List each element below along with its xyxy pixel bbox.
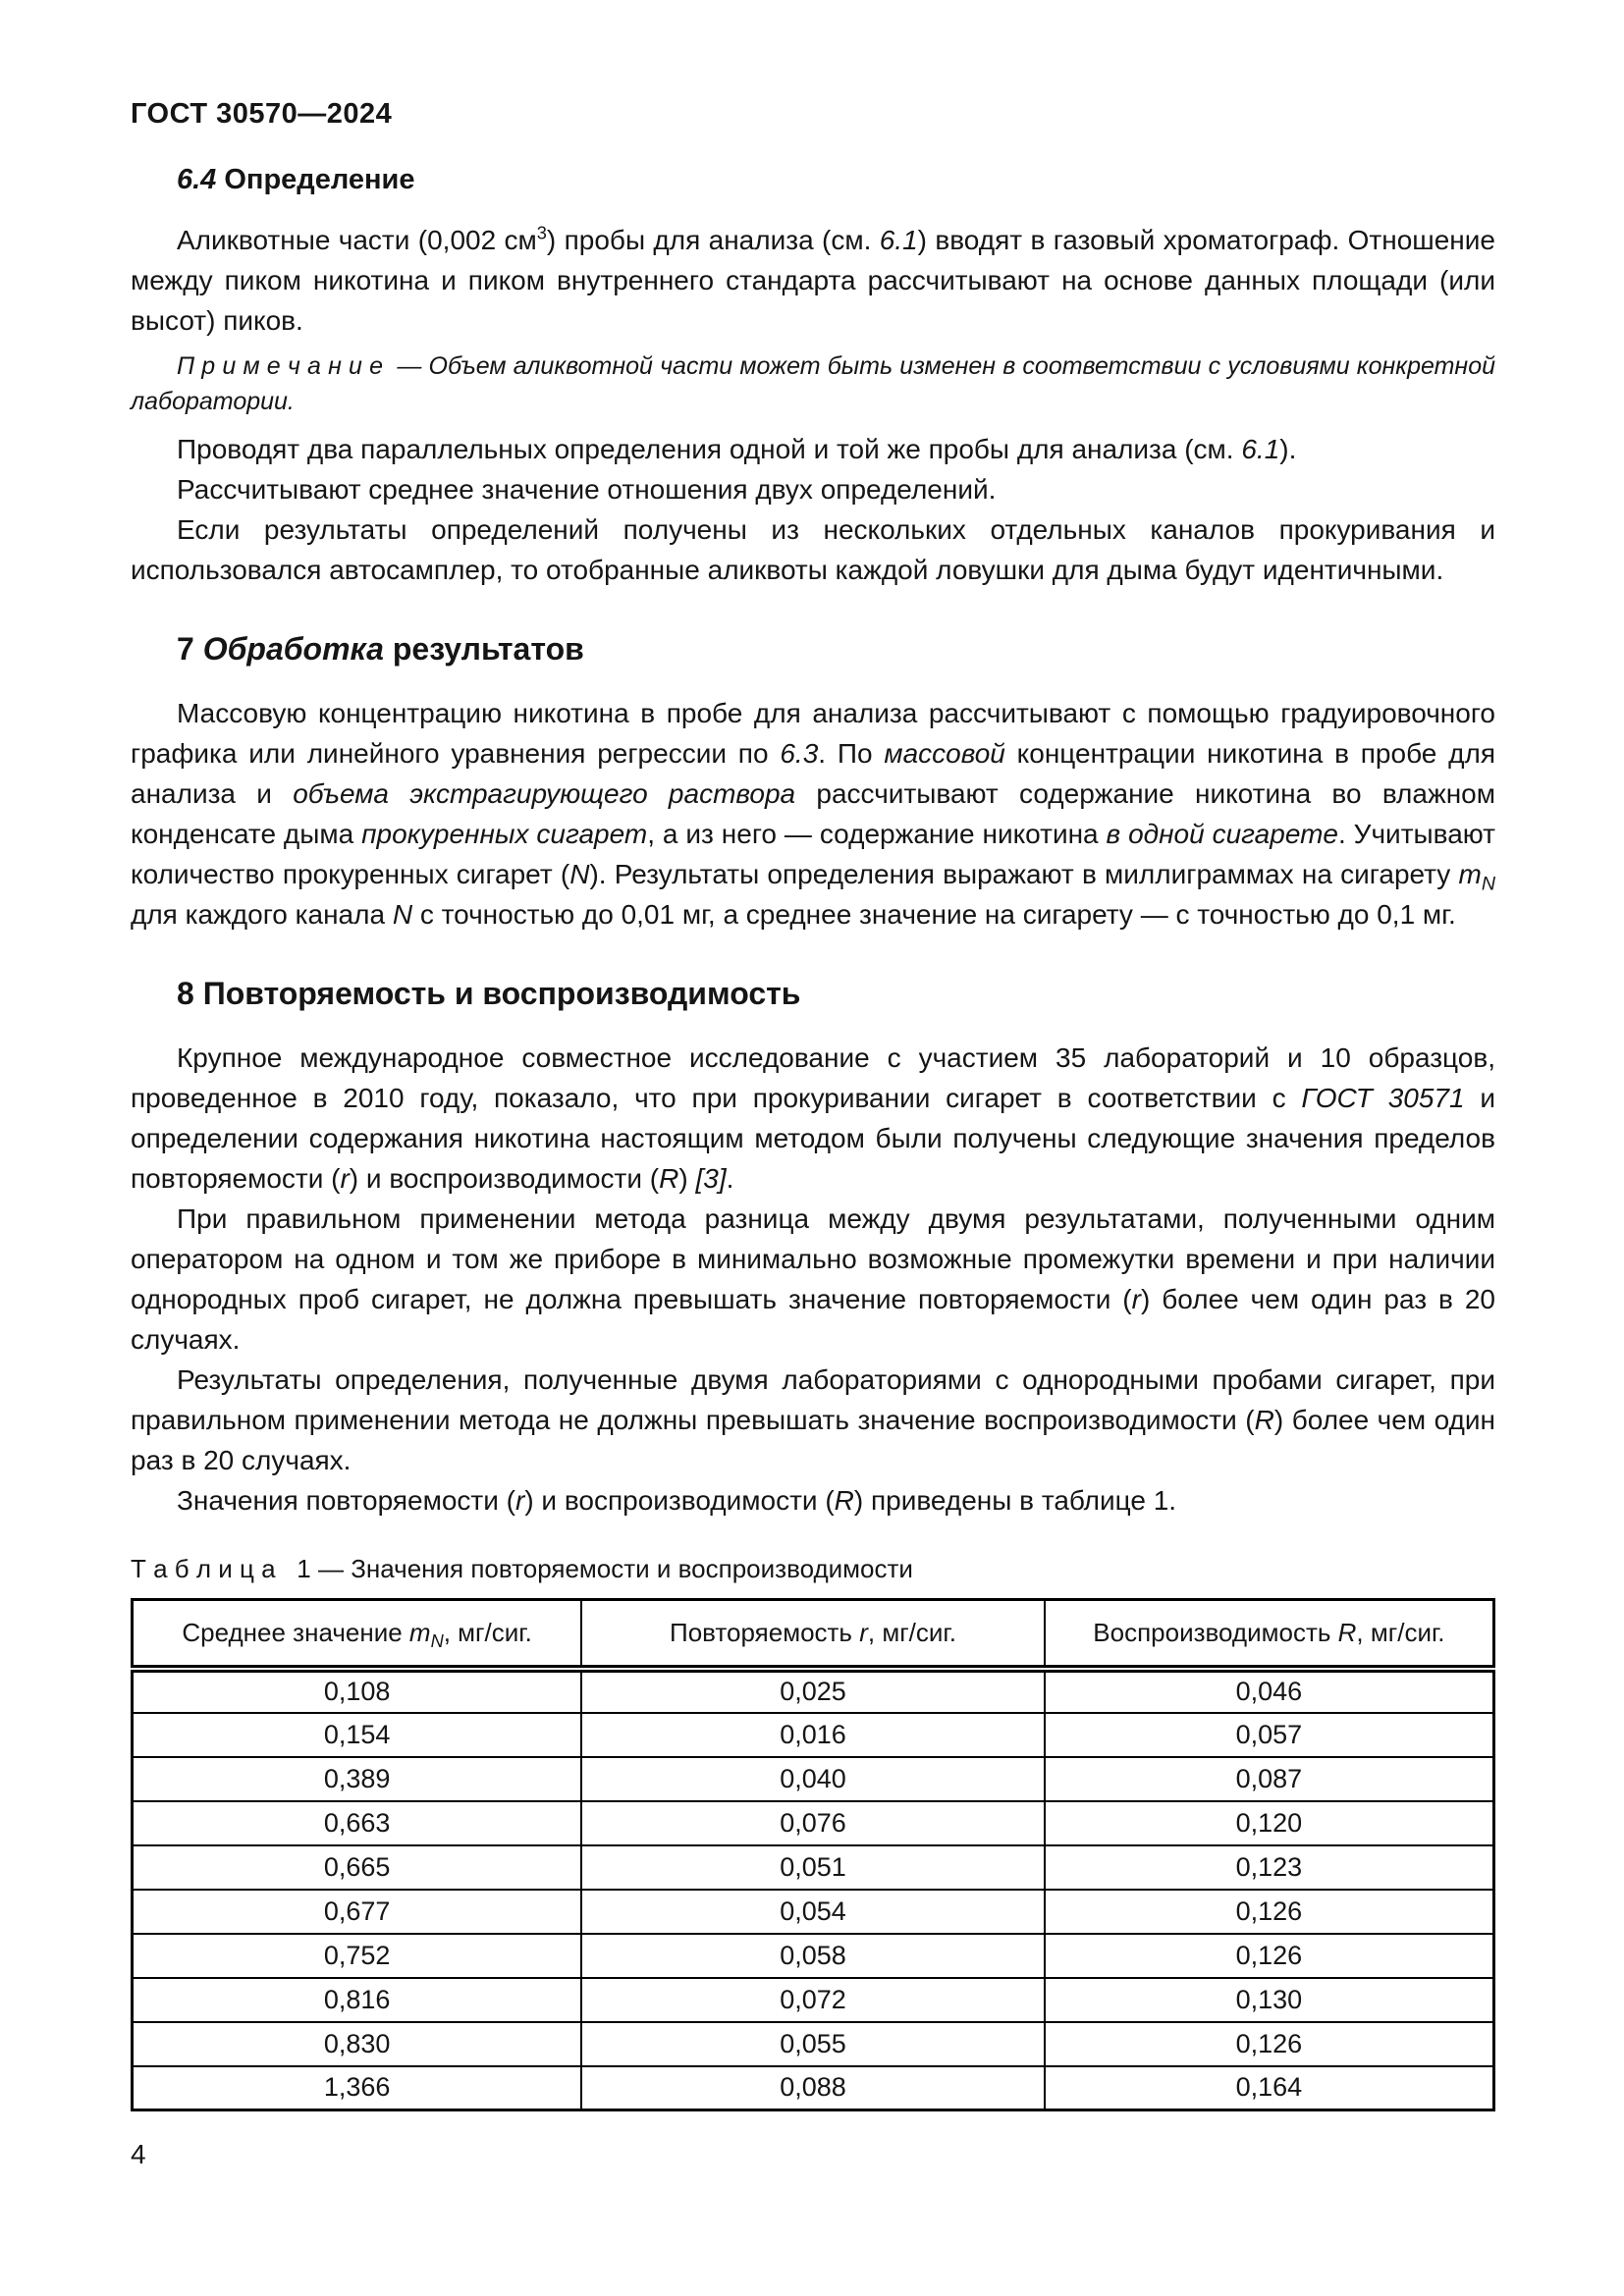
text-run: ) и воспроизводимости (	[349, 1163, 660, 1194]
text-run: Если результаты определений получены из нескольких отдельных каналов прокуривания и использовался автосамплер, то отобранные аликвоты каждой ловушки для дыма будут идентичными.	[131, 514, 1495, 585]
text-run: Результаты определения, полученные двумя лабораториями с однородными пробами сигарет, при правильном применении метода не должны превышать значение воспроизводимости (	[131, 1364, 1495, 1435]
table-cell: 0,130	[1045, 1978, 1494, 2022]
text-run: . По	[818, 738, 885, 769]
text-run: массовой	[884, 738, 1005, 769]
text-run: r	[1131, 1284, 1141, 1314]
para-average-value	[131, 469, 1495, 509]
text-run: R	[659, 1163, 679, 1194]
text-run: . Учитывают количество прокуренных сигарет (	[131, 819, 1495, 889]
column-header-reproducibility	[1045, 1600, 1494, 1669]
table-1-body	[133, 1669, 1494, 2110]
table-header-row	[133, 1600, 1494, 1669]
text-run: П р и м е ч а н и е — Объем аликвотной части может быть изменен в соответствии с условиями конкретной лаборатории.	[131, 352, 1495, 415]
page-content	[131, 98, 1495, 2170]
text-run: r	[340, 1163, 350, 1194]
table-cell: 0,025	[581, 1669, 1045, 1713]
table-row	[133, 1890, 1494, 1934]
text-run: , а из него — содержание никотина	[647, 819, 1107, 849]
table-1-caption	[131, 1554, 1495, 1584]
para-aliquot-parts	[131, 220, 1495, 341]
text-run: m	[408, 1617, 431, 1647]
text-run: N	[392, 899, 413, 930]
text-run: ).	[1279, 434, 1297, 464]
page-number: 4	[131, 2139, 146, 2169]
text-run: При правильном применении метода разница между двумя результатами, полученными одним оператором на одном и том же приборе в минимально возможные промежутки времени и при наличии однородных проб сигарет, не должна превышать значение повторяемости (	[131, 1203, 1495, 1314]
para-autosampler	[131, 509, 1495, 590]
text-run: 6.3	[780, 738, 819, 769]
table-cell: 0,663	[133, 1801, 582, 1845]
text-run: 3	[536, 223, 547, 243]
text-run: Массовую концентрацию никотина в пробе для анализа рассчитывают с помощью градуировочного графика или линейного уравнения регрессии по	[131, 698, 1495, 769]
text-run: с точностью до 0,01 мг, а среднее значение на сигарету — с точностью до 0,1 мг.	[412, 899, 1456, 930]
text-run: , мг/сиг.	[867, 1617, 956, 1647]
text-run: объема экстрагирующего раствора	[293, 778, 796, 809]
text-run: Воспроизводимость	[1093, 1617, 1338, 1647]
text-run: Среднее значение	[182, 1617, 409, 1647]
text-run: N	[569, 859, 590, 889]
text-run: [3]	[695, 1163, 727, 1194]
text-run: 8 Повторяемость и воспроизводимость	[177, 976, 801, 1011]
table-row	[133, 1845, 1494, 1890]
table-cell: 0,016	[581, 1713, 1045, 1757]
text-run: ГОСТ 30571	[1301, 1083, 1465, 1113]
table-cell: 0,076	[581, 1801, 1045, 1845]
text-run: рассчитывают содержание никотина во влажном конденсате дыма	[131, 778, 1495, 849]
table-cell: 0,123	[1045, 1845, 1494, 1890]
heading-6-4	[131, 164, 1495, 196]
text-run: R	[834, 1485, 854, 1516]
text-run: ) и воспроизводимости (	[524, 1485, 835, 1516]
table-cell: 0,126	[1045, 1934, 1494, 1978]
table-cell: 0,154	[133, 1713, 582, 1757]
table-cell: 0,046	[1045, 1669, 1494, 1713]
column-header-repeatability	[581, 1600, 1045, 1669]
table-cell: 0,040	[581, 1757, 1045, 1801]
text-run: N	[1481, 873, 1496, 895]
text-run: , мг/сиг.	[1356, 1617, 1445, 1647]
table-cell: 0,665	[133, 1845, 582, 1890]
text-run: ) вводят в газовый хроматограф. Отношение между пиком никотина и пиком внутреннего стандарта рассчитывают на основе данных площади (или высот) пиков.	[131, 225, 1495, 336]
table-cell: 0,108	[133, 1669, 582, 1713]
table-cell: 1,366	[133, 2066, 582, 2110]
text-run: 6.1	[879, 225, 918, 255]
table-cell: 0,816	[133, 1978, 582, 2022]
table-row	[133, 1669, 1494, 1713]
text-run: Значения повторяемости (	[177, 1485, 515, 1516]
text-run: r	[515, 1485, 525, 1516]
text-run: R	[1254, 1405, 1274, 1435]
table-cell: 0,830	[133, 2022, 582, 2066]
text-run: m	[1458, 859, 1482, 889]
text-run: ). Результаты определения выражают в миллиграммах на сигарету	[589, 859, 1459, 889]
table-cell: 0,058	[581, 1934, 1045, 1978]
text-run: , мг/сиг.	[443, 1617, 532, 1647]
text-run: Рассчитывают среднее значение отношения двух определений.	[177, 474, 997, 505]
table-row	[133, 1713, 1494, 1757]
text-run: и определении содержания никотина настоящим методом были получены следующие значения пределов повторяемости (	[131, 1083, 1495, 1194]
text-run: R	[1337, 1617, 1357, 1647]
table-cell: 0,164	[1045, 2066, 1494, 2110]
table-cell: 0,055	[581, 2022, 1045, 2066]
heading-section-7	[131, 631, 1495, 667]
note-aliquot-volume	[131, 348, 1495, 419]
text-run: в одной сигарете	[1106, 819, 1338, 849]
table-cell: 0,677	[133, 1890, 582, 1934]
para-interlab-study	[131, 1038, 1495, 1199]
text-run: результатов	[383, 631, 584, 667]
table-row	[133, 1757, 1494, 1801]
table-cell: 0,752	[133, 1934, 582, 1978]
text-run: r	[859, 1617, 868, 1647]
text-run: N	[430, 1630, 444, 1651]
para-mass-concentration	[131, 693, 1495, 934]
text-run: 6.1	[1241, 434, 1280, 464]
table-cell: 0,120	[1045, 1801, 1494, 1845]
table-cell: 0,057	[1045, 1713, 1494, 1757]
table-cell: 0,054	[581, 1890, 1045, 1934]
text-run: Аликвотные части (0,002 см	[177, 225, 537, 255]
column-header-mean-value	[133, 1600, 582, 1669]
table-row	[133, 2022, 1494, 2066]
table-cell: 0,126	[1045, 2022, 1494, 2066]
text-run: 7	[177, 631, 203, 667]
text-run: ) более чем один раз в 20 случаях.	[131, 1405, 1496, 1475]
para-table-reference	[131, 1480, 1495, 1521]
table-row	[133, 1978, 1494, 2022]
table-row	[133, 1934, 1494, 1978]
table-row	[133, 1801, 1494, 1845]
heading-section-8	[131, 976, 1495, 1012]
text-run: ) пробы для анализа (см.	[546, 225, 880, 255]
document-code: ГОСТ 30570—2024	[131, 98, 393, 130]
table-cell: 0,087	[1045, 1757, 1494, 1801]
table-cell: 0,126	[1045, 1890, 1494, 1934]
text-run: Крупное международное совместное исследование с участием 35 лабораторий и 10 образцов, проведенное в 2010 году, показало, что при прокуривании сигарет в соответствии с	[131, 1042, 1495, 1113]
table-cell: 0,088	[581, 2066, 1045, 2110]
table-cell: 0,389	[133, 1757, 582, 1801]
text-run: концентрации никотина в пробе для анализа и	[131, 738, 1496, 809]
table-cell: 0,051	[581, 1845, 1045, 1890]
para-reproducibility-limit	[131, 1360, 1495, 1480]
table-1-header	[133, 1600, 1494, 1669]
text-run: Определение	[224, 164, 415, 195]
text-run: )	[678, 1163, 696, 1194]
text-run: 6.4	[177, 164, 225, 195]
text-run: для каждого канала	[131, 899, 393, 930]
para-two-determinations	[131, 429, 1495, 469]
table-row	[133, 2066, 1494, 2110]
text-run: .	[726, 1163, 734, 1194]
text-run: ) более чем один раз в 20 случаях.	[131, 1284, 1495, 1355]
text-run: ) приведены в таблице 1.	[853, 1485, 1177, 1516]
table-1	[131, 1598, 1495, 2111]
para-repeatability-limit	[131, 1199, 1495, 1360]
text-run: Т а б л и ц а 1 — Значения повторяемости и воспроизводимости	[131, 1554, 913, 1583]
text-run: Повторяемость	[670, 1617, 860, 1647]
text-run: прокуренных сигарет	[361, 819, 648, 849]
text-run: Проводят два параллельных определения одной и той же пробы для анализа (см.	[177, 434, 1242, 464]
text-run: Обработка	[202, 631, 384, 667]
table-cell: 0,072	[581, 1978, 1045, 2022]
